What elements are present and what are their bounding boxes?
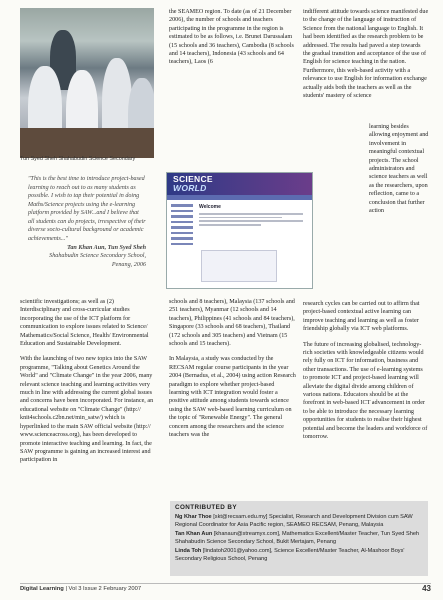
left-column [20,298,154,465]
right-column-top [303,8,429,100]
science-world-logo: SCIENCE WORLD [173,174,213,193]
contributed-heading: CONTRIBUTED BY [175,504,237,511]
middle-column-top [169,8,296,67]
website-nav [167,195,312,200]
right-paragraph: research cycles can be carried out to affirm that project-based contextual active learning can improve teaching and learning as well as foster friendship globally via ICT web platforms. [303,301,420,333]
pull-quote [28,175,146,269]
website-sidebar [171,204,195,248]
page-number: 43 [422,584,431,593]
middle-paragraph: schools and 8 teachers), Malaysia (137 schools and 251 teachers), Myanmar (12 schools and 14 teachers), Philippines (41 schools and 84 teachers), Singapore (33 schools and 68 teachers), Thailand (172 schools and 305 teachers) and Vietnam (15 schools and 15 teachers). [169,299,295,348]
right-column-narrow [369,123,431,215]
science-world-website-screenshot [166,172,313,289]
contributor-entry: Linda Toh [lindatoh2001@yahoo.com], Science Excellent/Master Teacher, Al-Mashoor Boys' Secondary Religious School, Penang [175,548,405,562]
contributor-entry: Tan Khan Aun [khanaun@streamyx.com], Mathematics Excellent/Master Teacher, Tun Syed Sheh Shahabudin Science Secondary School, Bukit Mertajam, Penang [175,531,420,545]
website-welcome: Welcome [199,204,221,210]
students-photo [20,8,154,158]
photo-caption: Tun Syed Sheh Shahabudin Science Secondary [20,156,136,162]
middle-paragraph: In Malaysia, a study was conducted by the RECSAM regular course participants in the year 2004 (Bernadus, et al., 2004) using action Research paradigm to explore whether project-based learning with ICT integration would foster a positive attitude among students towards science using the SAW web-based learning curriculum on the topic of "Renewable Energy". The general concern among the researchers and the science teachers was the [169,356,296,439]
quote-affiliation-1: Shahabudin Science Secondary School, [49,253,146,260]
contributed-by-box [170,501,428,576]
website-text [199,213,303,228]
right-paragraph: The future of increasing globalised, technology-rich societies with knowledgeable citizens would rely fully on ICT for information, business and other transactions. The use of e-learning systems to promote ICT and project-based learning will alleviate the digital divide among children of various nations. Educators should be at the forefront in web-based ICT advancement in order to be able to introduce the necessary learning opportunities for students to realise their highest potential and become the leaders and workforce of tomorrow. [303,341,428,441]
middle-column-bottom [169,298,296,440]
contributor-entry: Ng Khar Thoe [skt@recsam.edu.my] Specialist, Research and Development Division cum SAW Regional Coordinator for Asia Pacific region, SEAMEO RECSAM, Penang, Malaysia [175,514,413,528]
right-column-bottom [303,300,429,442]
middle-paragraph: the SEAMEO region. To date (as of 21 December 2006), the number of schools and teachers participating in the programme in the region is estimated to be as follows, i.e. Brunei Darussalam (15 schools and 36 teachers), Cambodia (8 schools and 14 teachers), Indonesia (43 schools and 64 teachers), Laos (6 [169,9,294,66]
quote-text: "This is the best time to introduce project-based learning to reach out to as many students as possible. I wish to tap their potential in doing Maths/Science projects using the e-learning platform provided by SAW...and I believe that all students can do projects, irrespective of their diverse socio-cultural background or academic achievements..." [28,176,146,242]
quote-author: Tan Khan Aun, Tun Syed Sheh [67,245,146,251]
magazine-issue: Digital Learning | Vol 3 Issue 2 February 2007 [20,586,142,592]
right-paragraph: indifferent attitude towards science manifested due to the change of the language of instruction of Science from the national language to English. It had been identified as the research problem to be addressed. The results had paved a step towards the gradual transition and acceptance of the use of English for science teaching in the nation. Furthermore, this web-based activity with a relevance to use English for information exchange actually aids both the teachers as well as the students' mastery of science [303,9,429,100]
left-paragraph: scientific investigations; as well as (2) Interdisciplinary and cross-curricular studies incorporating the use of the ICT platform for communication to explore issues related to Science/ Mathematics/Social Science, Health/ Environmental Education and Sustainable Development. [20,299,149,348]
website-header [167,173,312,195]
page-footer [20,583,431,594]
quote-affiliation-2: Penang, 2006 [111,261,146,268]
website-content-box [201,250,277,282]
right-paragraph: learning besides allowing enjoyment and involvement in meaningful contextual projects. The school administrators and science teachers as well as the researchers, upon reflection, came to a conclusion that further action [369,124,429,215]
left-paragraph: With the launching of two new topics into the SAW programme, "Talking about Genetics Around the World" and "Climate Change" in the year 2006, many relevant science teaching and learning activities very much in line with addressing the current global issues and concerns have been incorporated. For instance, an educational website on "Climate Change" (http:// knit4schools.c2bn.net/min_satw/) which is hyperlinked to the main SAW official website (http:// www.scienceacross.org), has been developed to promote interactive teaching and learning. In fact, the SAW programme is gaining an increased interest and participation in [20,356,154,464]
